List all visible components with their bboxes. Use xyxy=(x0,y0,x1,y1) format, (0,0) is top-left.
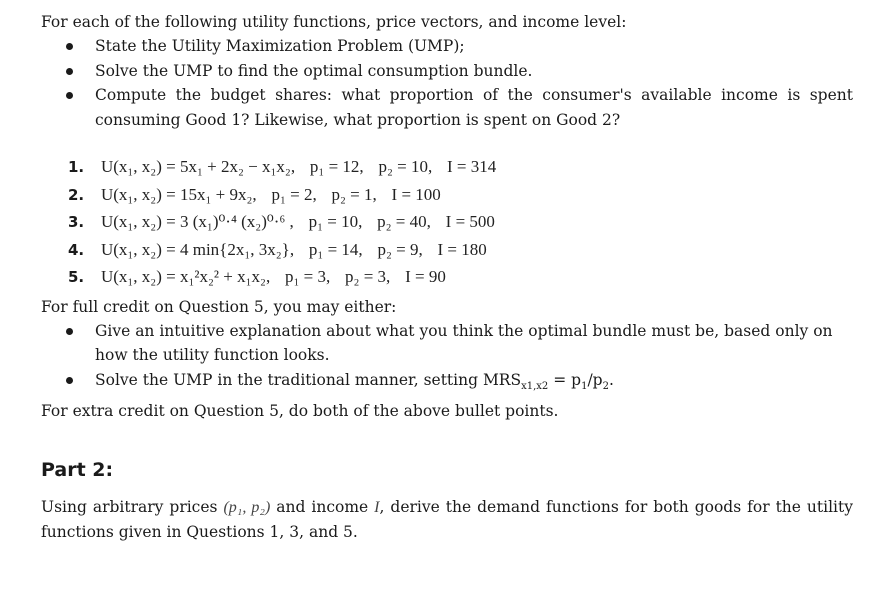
problem-item xyxy=(68,236,853,264)
intro-text: For each of the following utility functions, price vectors, and income level: xyxy=(41,13,627,31)
income: I = 90 xyxy=(405,267,446,286)
problem-number: 3. xyxy=(68,213,85,231)
income: I = 100 xyxy=(391,184,441,204)
price-1: p₁ = 3, xyxy=(285,267,331,286)
problem-number: 5. xyxy=(68,268,85,286)
price-2: p₂ = 3, xyxy=(345,267,391,286)
extra-credit-text: For extra credit on Question 5, do both of the above bullet points. xyxy=(41,402,559,421)
problem-item xyxy=(68,153,853,181)
problem-number: 2. xyxy=(68,185,85,204)
part-2-heading: Part 2: xyxy=(41,459,114,482)
utility-function: U(x₁, x₂) = 3 (x₁)⁰·⁴ (x₂)⁰·⁶ , xyxy=(100,212,294,231)
utility-function: U(x₁, x₂) = 15x₁ + 9x₂, xyxy=(100,184,257,204)
income: I = 500 xyxy=(445,212,495,231)
problem-list xyxy=(41,153,853,291)
price-2: p₂ = 10, xyxy=(378,157,433,176)
price-1: p₁ = 2, xyxy=(271,184,317,204)
assignment-page xyxy=(41,10,853,545)
full-credit-bullet: Give an intuitive explanation about what you think the optimal bundle must be, based only on how the utility function looks. xyxy=(95,319,853,368)
problem-item xyxy=(68,263,853,291)
intro-bullet: Compute the budget shares: what proportion of the consumer's available income is spent consuming Good 1? Likewise, what proportion is spent on Good 2? xyxy=(95,83,853,132)
income-math: I xyxy=(374,499,380,517)
problem-item xyxy=(68,208,853,236)
price-2: p₂ = 9, xyxy=(377,239,423,259)
full-credit-bullet-list xyxy=(41,319,853,400)
bullet-dot-icon xyxy=(66,92,73,99)
full-credit-bullet: Solve the UMP in the traditional manner, setting $MRS_{x1,x2} = p_1/p_2$. xyxy=(95,368,853,400)
part-2-text: Using arbitrary prices (p₁, p₂) and income I, derive the demand functions for both goods for the utility functions given in Questions 1, 3, and 5. xyxy=(41,498,853,542)
problem-number: 1. xyxy=(68,158,85,176)
utility-function: U(x₁, x₂) = x₁²x₂² + x₁x₂, xyxy=(100,267,271,286)
price-2: p₂ = 40, xyxy=(377,212,431,231)
income: I = 180 xyxy=(437,239,487,259)
price-1: p₁ = 10, xyxy=(308,212,363,231)
problem-number: 4. xyxy=(68,240,85,259)
bullet-dot-icon xyxy=(66,43,73,50)
income: I = 314 xyxy=(446,157,497,176)
price-1: p₁ = 14, xyxy=(308,239,363,259)
mrs-subscript: x1,x2 xyxy=(521,380,549,392)
intro-bullet: State the Utility Maximization Problem (UMP); xyxy=(95,34,853,59)
utility-function: U(x₁, x₂) = 5x₁ + 2x₂ − x₁x₂, xyxy=(100,157,296,176)
bullet-dot-icon xyxy=(66,328,73,335)
problem-item xyxy=(68,181,853,209)
bullet-dot-icon xyxy=(66,68,73,75)
bullet-dot-icon xyxy=(66,377,73,384)
price-2: p₂ = 1, xyxy=(331,184,377,204)
prices-math: (p₁, p₂) xyxy=(223,499,271,517)
intro-bullet-list xyxy=(41,34,853,132)
utility-function: U(x₁, x₂) = 4 min{2x₁, 3x₂}, xyxy=(100,239,295,259)
price-1: p₁ = 12, xyxy=(309,157,364,176)
intro-bullet: Solve the UMP to find the optimal consumption bundle. xyxy=(95,59,853,84)
full-credit-text: For full credit on Question 5, you may either: xyxy=(41,297,397,316)
